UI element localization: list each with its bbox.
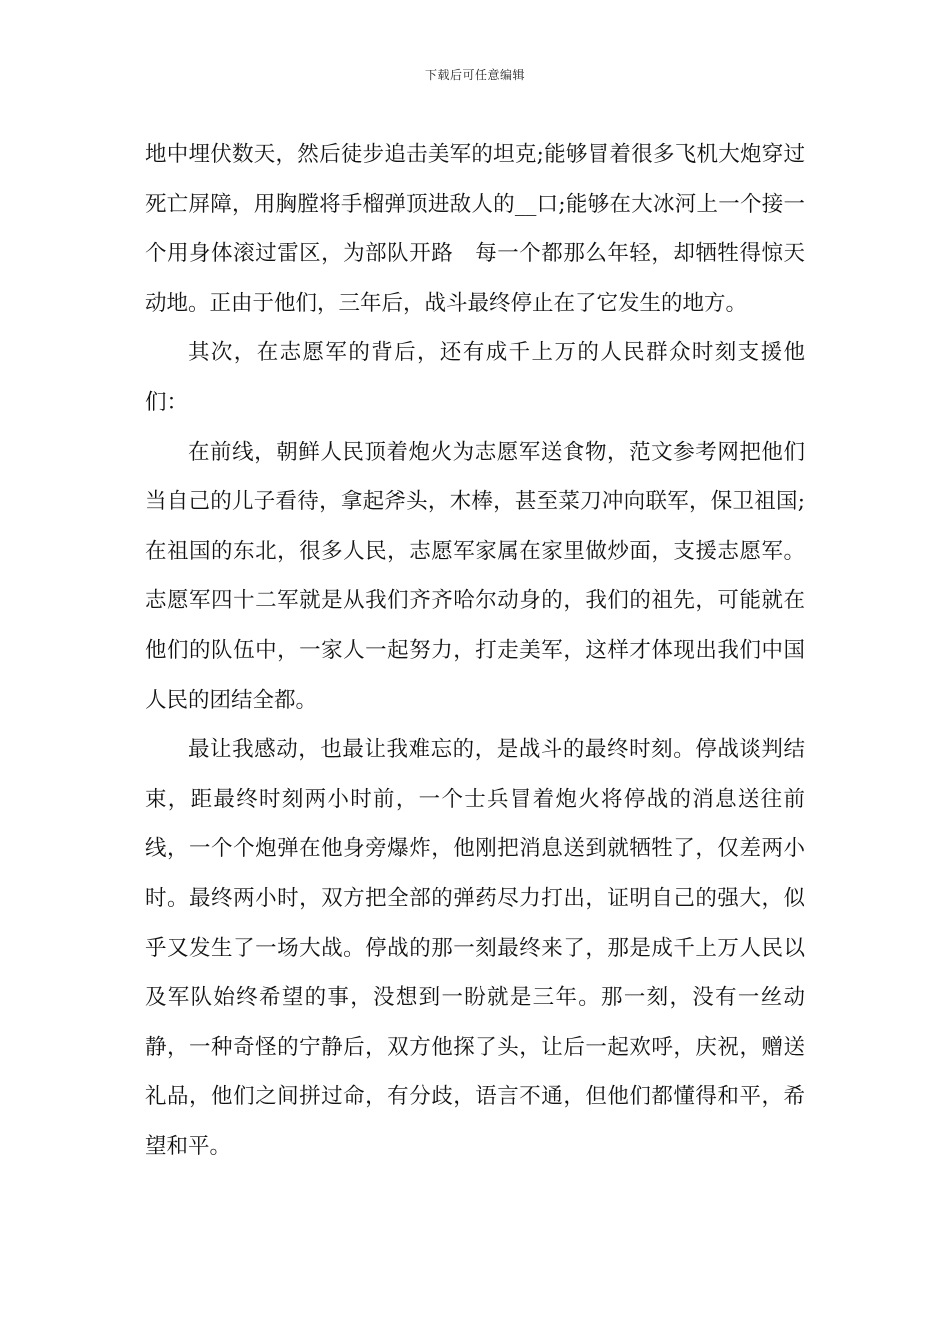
document-body	[145, 130, 805, 1171]
paragraph-frontline-support: 在前线，朝鲜人民顶着炮火为志愿军送食物，范文参考网把他们当自己的儿子看待，拿起斧头，木棒，甚至菜刀冲向联军，保卫祖国;在祖国的东北，很多人民，志愿军家属在家里做炒面，支援志愿军。志愿军四十二军就是从我们齐齐哈尔动身的，我们的祖先，可能就在他们的队伍中，一家人一起努力，打走美军，这样才体现出我们中国人民的团结全都。	[145, 439, 805, 713]
paragraph-continuation: 地中埋伏数天，然后徒步追击美军的坦克;能够冒着很多飞机大炮穿过死亡屏障，用胸膛将手榴弹顶进敌人的__口;能够在大冰河上一个接一个用身体滚过雷区，为部队开路 每一个都那么年轻，却牺牲得惊天动地。正由于他们，三年后，战斗最终停止在了它发生的地方。	[145, 142, 805, 316]
page-header-note: 下载后可任意编辑	[424, 68, 525, 82]
paragraph-support-intro: 其次，在志愿军的背后，还有成千上万的人民群众时刻支援他们：	[145, 340, 805, 415]
paragraph-final-moment: 最让我感动，也最让我难忘的，是战斗的最终时刻。停战谈判结束，距最终时刻两小时前，一个士兵冒着炮火将停战的消息送往前线，一个个炮弹在他身旁爆炸，他刚把消息送到就牺牲了，仅差两小时。最终两小时，双方把全部的弹药尽力打出，证明自己的强大，似乎又发生了一场大战。停战的那一刻最终来了，那是成千上万人民以及军队始终希望的事，没想到一盼就是三年。那一刻，没有一丝动静，一种奇怪的宁静后，双方他探了头，让后一起欢呼，庆祝，赠送礼品，他们之间拼过命，有分歧，语言不通，但他们都懂得和平，希望和平。	[145, 737, 805, 1159]
